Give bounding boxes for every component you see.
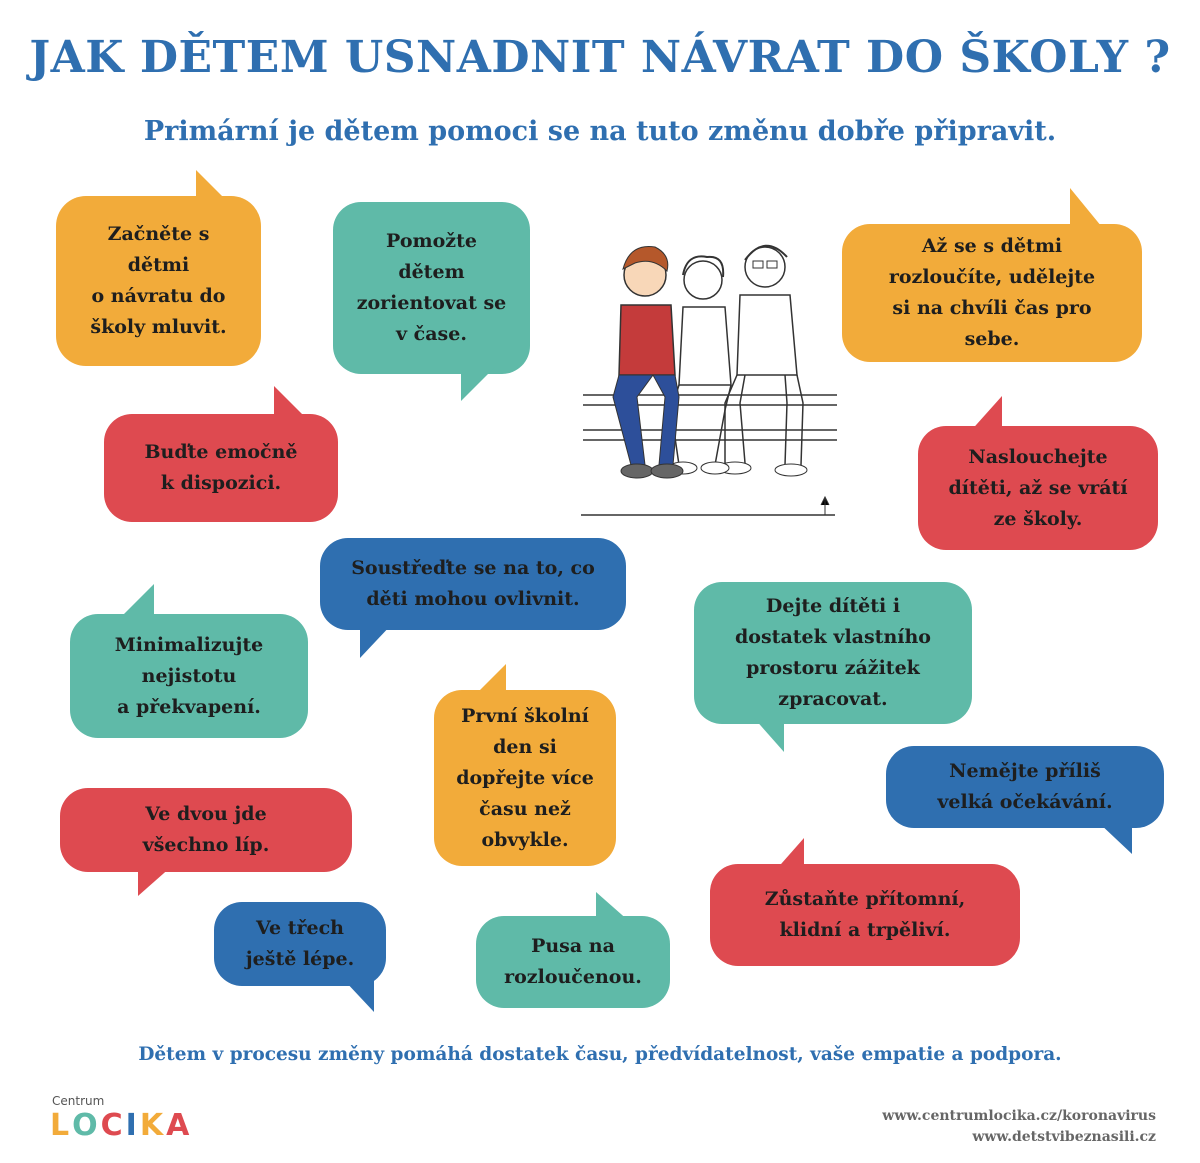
page-subtitle: Primární je dětem pomoci se na tuto změnu dobře připravit. — [143, 116, 1057, 147]
page-title: JAK DĚTEM USNADNIT NÁVRAT DO ŠKOLY ? — [29, 32, 1171, 83]
tip-bubble-first-day — [434, 690, 616, 866]
tip-text: Ve třech ještě lépe. — [245, 917, 355, 970]
tip-bubble-three-together — [214, 902, 386, 986]
url-detstvibeznasili[interactable]: www.detstvibeznasili.cz — [972, 1129, 1156, 1145]
tip-bubble-start-talking — [56, 196, 261, 366]
centrum-locika-logo — [50, 1108, 189, 1144]
logo-letter: L — [50, 1108, 70, 1143]
tip-text: Buďte emočně k dispozici. — [144, 441, 298, 494]
tip-text: První školní den si dopřejte více času než obvykle. — [456, 704, 594, 851]
logo-letter: A — [166, 1108, 190, 1143]
footer-urls — [882, 1106, 1156, 1148]
tip-bubble-own-space — [694, 582, 972, 724]
logo-letter: K — [139, 1108, 164, 1143]
tip-text: Soustřeďte se na to, co děti mohou ovlivnit. — [351, 557, 595, 610]
tip-bubble-goodbye-kiss — [476, 916, 670, 1008]
tip-text: Pomožte dětem zorientovat se v čase. — [356, 230, 507, 345]
url-koronavirus[interactable]: www.centrumlocika.cz/koronavirus — [882, 1108, 1156, 1124]
tip-text: Až se s dětmi rozloučíte, udělejte si na chvíli čas pro sebe. — [888, 235, 1096, 350]
tip-bubble-expectations — [886, 746, 1164, 828]
logo-letter: I — [125, 1108, 137, 1143]
tip-text: Zůstaňte přítomní, klidní a trpěliví. — [764, 888, 966, 941]
tip-text: Začněte s dětmi o návratu do školy mluvit. — [90, 223, 227, 338]
tip-bubble-minimize-uncertainty — [70, 614, 308, 738]
tip-bubble-two-together — [60, 788, 352, 872]
tip-bubble-listen — [918, 426, 1158, 550]
logo-letter: O — [72, 1108, 98, 1143]
tip-text: Minimalizujte nejistotu a překvapení. — [114, 633, 264, 718]
tip-text: Dejte dítěti i dostatek vlastního prostoru zážitek zpracovat. — [735, 595, 931, 710]
tip-bubble-time-for-yourself — [842, 224, 1142, 362]
tip-text: Naslouchejte dítěti, až se vrátí ze školy. — [948, 445, 1128, 530]
tip-bubble-orient-in-time — [333, 202, 530, 374]
tip-text: Ve dvou jde všechno líp. — [142, 803, 270, 856]
tip-text: Nemějte příliš velká očekávání. — [937, 760, 1113, 813]
tip-bubble-stay-present — [710, 864, 1020, 966]
tip-bubble-emotionally-available — [104, 414, 338, 522]
logo-letter: C — [100, 1108, 123, 1143]
tip-text: Pusa na rozloučenou. — [504, 935, 642, 988]
logo-centrum-label: Centrum — [52, 1094, 105, 1108]
three-kids-sitting-on-bench-illustration — [575, 225, 845, 525]
tip-bubble-focus-on-control — [320, 538, 626, 630]
footer-message: Dětem v procesu změny pomáhá dostatek času, předvídatelnost, vaše empatie a podpora. — [138, 1044, 1062, 1065]
